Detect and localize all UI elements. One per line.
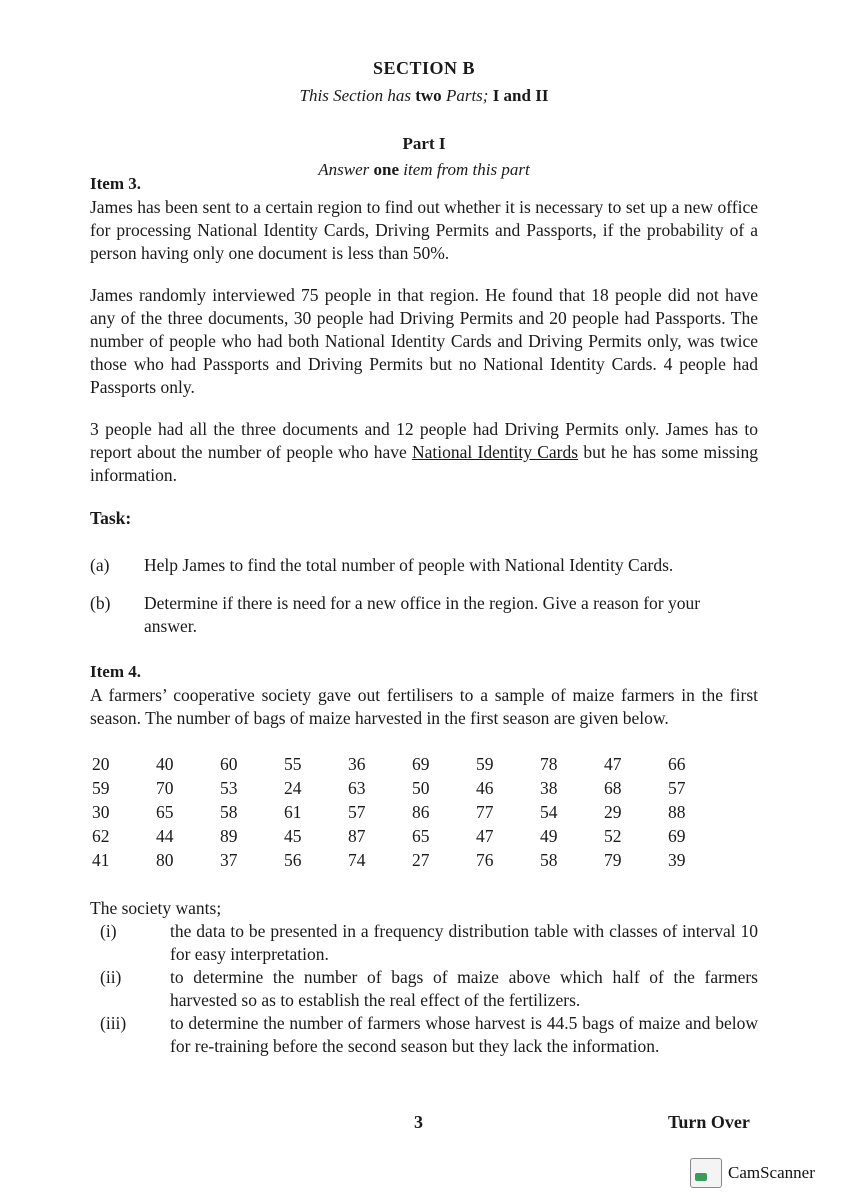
- data-cell: 79: [604, 850, 622, 870]
- data-cell: 66: [668, 754, 686, 774]
- data-cell: 37: [220, 850, 238, 870]
- data-cell: 24: [284, 778, 302, 798]
- data-cell: 29: [604, 802, 622, 822]
- data-cell: 30: [92, 802, 110, 822]
- want-ii-label: (ii): [100, 967, 122, 987]
- data-cell: 61: [284, 802, 302, 822]
- data-cell: 76: [476, 850, 494, 870]
- data-cell: 41: [92, 850, 110, 870]
- data-cell: 59: [92, 778, 110, 798]
- item4-title: Item 4.: [90, 662, 141, 681]
- data-cell: 53: [220, 778, 238, 798]
- data-cell: 70: [156, 778, 174, 798]
- data-cell: 65: [412, 826, 430, 846]
- section-intro: [0, 86, 848, 106]
- data-cell: 40: [156, 754, 174, 774]
- want-i-label: (i): [100, 921, 117, 941]
- data-cell: 58: [220, 802, 238, 822]
- task-a-label: (a): [90, 555, 110, 575]
- section-intro-pre: This Section has: [299, 86, 411, 105]
- part-instruction-bold: one: [373, 160, 400, 179]
- turn-over-label: Turn Over: [668, 1112, 750, 1132]
- data-cell: 47: [476, 826, 494, 846]
- data-cell: 36: [348, 754, 366, 774]
- data-cell: 54: [540, 802, 558, 822]
- data-cell: 87: [348, 826, 366, 846]
- task-title: Task:: [90, 508, 132, 528]
- data-cell: 69: [668, 826, 686, 846]
- data-cell: 60: [220, 754, 238, 774]
- item3-paragraph-3-underlined: National Identity Cards: [412, 442, 579, 462]
- want-iii-text: to determine the number of farmers whose harvest is 44.5 bags of maize and below for re-training before the second season but they lack the information.: [170, 1013, 758, 1056]
- data-cell: 55: [284, 754, 302, 774]
- data-cell: 65: [156, 802, 174, 822]
- data-cell: 44: [156, 826, 174, 846]
- data-cell: 80: [156, 850, 174, 870]
- item3-paragraph-3-pre: 3 people had all the three documents and 12 people had Driving Permits only. James has to report about the number of people who have: [90, 419, 758, 462]
- data-cell: 57: [668, 778, 686, 798]
- data-cell: 68: [604, 778, 622, 798]
- want-iii-label: (iii): [100, 1013, 127, 1033]
- data-row: [92, 776, 732, 800]
- item3-paragraph-3-post: but he has some missing information.: [90, 442, 758, 485]
- data-cell: 57: [348, 802, 366, 822]
- task-a-text: Help James to find the total number of people with National Identity Cards.: [144, 555, 674, 575]
- section-intro-bold: two: [415, 86, 442, 105]
- data-cell: 86: [412, 802, 430, 822]
- data-cell: 59: [476, 754, 494, 774]
- data-cell: 89: [220, 826, 238, 846]
- scanner-watermark: [690, 1158, 815, 1188]
- task-b-text: Determine if there is need for a new office in the region. Give a reason for your answer.: [144, 593, 701, 636]
- item3-title: Item 3.: [90, 174, 141, 193]
- data-cell: 39: [668, 850, 686, 870]
- data-row: [92, 800, 732, 824]
- data-cell: 52: [604, 826, 622, 846]
- data-cell: 62: [92, 826, 110, 846]
- data-cell: 58: [540, 850, 558, 870]
- want-i-text: the data to be presented in a frequency distribution table with classes of interval 10 for easy interpretation.: [170, 921, 758, 964]
- section-intro-parts: I and II: [492, 86, 549, 105]
- wants-intro: The society wants;: [90, 898, 222, 918]
- part-instruction-pre: Answer: [318, 160, 370, 179]
- data-cell: 46: [476, 778, 494, 798]
- data-cell: 49: [540, 826, 558, 846]
- data-cell: 88: [668, 802, 686, 822]
- data-cell: 78: [540, 754, 558, 774]
- page-number: 3: [414, 1112, 423, 1132]
- data-cell: 27: [412, 850, 430, 870]
- item3-paragraph-1: James has been sent to a certain region to find out whether it is necessary to set up a new office for processing National Identity Cards, Driving Permits and Passports, if the probability of a person having only one document is less than 50%.: [90, 197, 758, 263]
- data-cell: 56: [284, 850, 302, 870]
- section-intro-mid: Parts;: [445, 86, 489, 105]
- item3-paragraph-2: James randomly interviewed 75 people in that region. He found that 18 people did not have any of the three documents, 30 people had Driving Permits and 20 people had Passports. The number of people who had both National Identity Cards and Driving Permits only, was twice those who had Passports and Driving Permits but no National Identity Cards. 4 people had Passports only.: [90, 285, 758, 397]
- harvest-data-grid: [92, 752, 732, 872]
- data-row: [92, 824, 732, 848]
- data-cell: 63: [348, 778, 366, 798]
- data-cell: 69: [412, 754, 430, 774]
- item4-paragraph: A farmers’ cooperative society gave out fertilisers to a sample of maize farmers in the first season. The number of bags of maize harvested in the first season are given below.: [90, 685, 758, 728]
- data-cell: 38: [540, 778, 558, 798]
- data-cell: 47: [604, 754, 622, 774]
- want-ii-text: to determine the number of bags of maize above which half of the farmers harvested so as to establish the real effect of the fertilizers.: [170, 967, 758, 1010]
- section-heading: SECTION B: [372, 58, 476, 78]
- data-cell: 20: [92, 754, 110, 774]
- data-cell: 74: [348, 850, 366, 870]
- data-row: [92, 848, 732, 872]
- scanner-brand-text: CamScanner: [728, 1163, 815, 1182]
- item3-paragraph-3: [90, 418, 758, 487]
- part-heading: Part I: [402, 134, 446, 153]
- data-cell: 45: [284, 826, 302, 846]
- part-instruction-post: item from this part: [403, 160, 530, 179]
- data-cell: 50: [412, 778, 430, 798]
- camscanner-logo-icon: [690, 1158, 722, 1188]
- task-b-label: (b): [90, 593, 111, 613]
- data-row: [92, 752, 732, 776]
- data-cell: 77: [476, 802, 494, 822]
